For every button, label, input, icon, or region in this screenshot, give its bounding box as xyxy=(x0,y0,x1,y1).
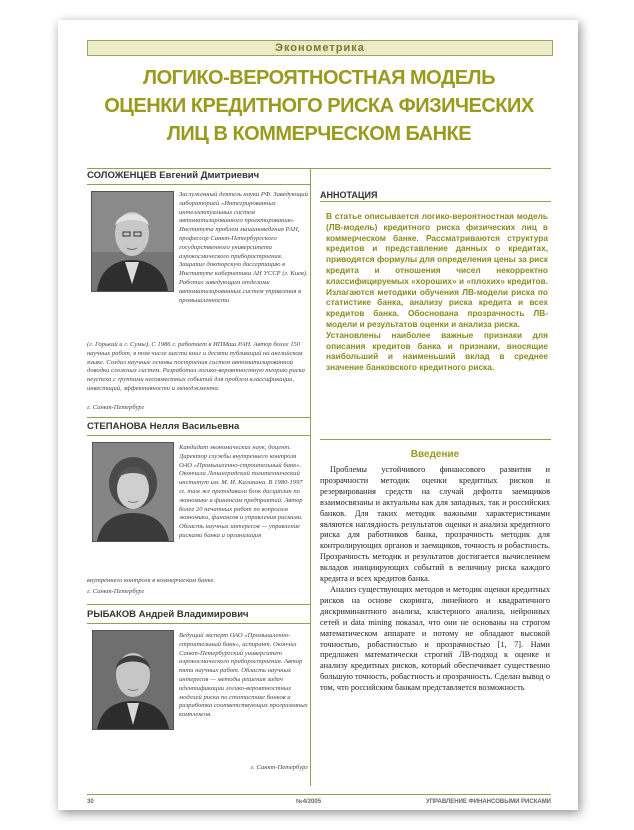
author-name: РЫБАКОВ Андрей Владимирович xyxy=(87,609,249,620)
author-city: г. Санкт-Петербург xyxy=(87,404,145,411)
abstract-paragraph: В статье описывается логико-вероятностная модель (ЛВ-модель) кредитного риска физических лиц в коммерческом банке. Рассматриваются структура кредитов и представление данных о кредитах, приводятся формулы для определения цены за риск кредита и отношения чисел некорректно классифицируемых «хороших» и «плохих» кредитов. Излагаются методики обучения ЛВ-модели риска по статистике банка, анализу риска кредита и всех кредитов банка. Обоснована прозрачность ЛВ-модели и результатов оценки и анализа риска. xyxy=(326,211,548,329)
author-photo xyxy=(92,630,174,730)
author-bio-continued: (г. Горький и г. Сумы). С 1986 г. работает в ИПМаш РАН. Автор более 150 научных работ, в том числе шести книг и десяти публикаций на английском языке. Создал научные основы построения систем автоматизированной доводки сложных систем. Разработал логико-вероятностную теорию риска неуспеха с группами несовместных событий для проблем классификации, инвестиций, эффективности и менеджмента. xyxy=(87,341,305,392)
footer-rule xyxy=(87,794,551,795)
journal-page xyxy=(58,20,578,810)
author-divider xyxy=(87,604,310,605)
title-divider xyxy=(87,168,551,169)
author-divider xyxy=(87,184,310,185)
author-name: СОЛОЖЕНЦЕВ Евгений Дмитриевич xyxy=(87,170,260,181)
author-bio-continued: внутреннего контроля в коммерческом банке. xyxy=(87,577,216,584)
page-number: 30 xyxy=(87,799,94,805)
abstract-heading: АННОТАЦИЯ xyxy=(320,190,378,200)
author-photo xyxy=(91,191,174,292)
section-heading: Введение xyxy=(410,449,460,460)
abstract-text xyxy=(326,211,548,373)
abstract-bottom-divider xyxy=(320,439,551,440)
author-bio: Ведущий эксперт ОАО «Промышленно-строительный банк», аспирант. Окончил Санкт-Петербургский университет аэрокосмического приборостроения. Автор пяти научных работ. Область научных интересов — методы решения задач идентификации логико-вероятностных моделей риска по статистике банков и разработка соответствующих программных комплексов. xyxy=(179,632,308,719)
author-divider xyxy=(87,417,310,418)
author-name: СТЕПАНОВА Нелля Васильевна xyxy=(87,421,240,432)
body-paragraph: Анализ существующих методов и методик оценки кредитных рисков на основе скоринга, линейного и квадратичного дискриминантного анализа, кластерного анализа, нейронных сетей и data mining показал, что они не основаны на строгом математическом аппарате и потому не обладают высокой точностью, робастностью и прозрачностью [1, 7]. Нами предложен математически строгий ЛВ-подход к оценке и анализу кредитных рисков, который обеспечивает существенно большую точность, робастность и прозрачность. Сделан вывод о том, что российским банкам представляется возможность xyxy=(320,584,550,693)
journal-name: УПРАВЛЕНИЕ ФИНАНСОВЫМИ РИСКАМИ xyxy=(426,799,551,805)
author-divider xyxy=(87,623,310,624)
article-title xyxy=(87,64,551,148)
title-line: ОЦЕНКИ КРЕДИТНОГО РИСКА ФИЗИЧЕСКИХ xyxy=(104,95,534,117)
title-line: ЛИЦ В КОММЕРЧЕСКОМ БАНКЕ xyxy=(166,123,472,145)
issue-number: №4/2005 xyxy=(296,799,322,805)
author-city: г. Санкт-Петербург xyxy=(250,764,308,771)
author-bio: Кандидат экономических наук, доцент. Директор службы внутреннего контроля ОАО «Промышленно-строительный банк». Окончила Ленинградский политехнический институт им. М. И. Калинина. В 1980-1997 гг. там же преподавала блок дисциплин по экономике и финансам предприятий. Автор более 20 печатных работ по вопросам экономики, финансов и управления рисками. Область научных интересов — управление рисками банка и организация xyxy=(179,444,303,539)
author-divider xyxy=(87,435,310,436)
body-text xyxy=(320,465,550,694)
portrait-image xyxy=(93,443,173,541)
author-bio: Заслуженный деятель науки РФ. Заведующий лабораторией «Интегрированных интеллектуальных систем автоматизированного проектирования» Института проблем машиноведения РАН, профессор Санкт-Петербургского государственного университета аэрокосмического приборостроения. Защитил докторскую диссертацию в Институте кибернетики АН УССР (г. Киев). Работал заведующим отделами автоматизированных систем управления в промышленности xyxy=(179,191,308,304)
title-line: ЛОГИКО-ВЕРОЯТНОСТНАЯ МОДЕЛЬ xyxy=(143,67,495,89)
author-city: г. Санкт-Петербург xyxy=(87,588,145,595)
portrait-image xyxy=(92,192,173,291)
author-photo xyxy=(92,442,174,542)
portrait-image xyxy=(93,631,173,729)
section-header: Эконометрика xyxy=(87,40,553,56)
abstract-paragraph: Установлены наиболее важные признаки для описания кредитов банка и признаки, вносящие наибольший и наименьший вклад в среднее значение банковского кредитного риска. xyxy=(326,329,548,373)
column-divider xyxy=(310,168,311,786)
body-paragraph: Проблемы устойчивого финансового развития и прозрачности методик оценки кредитных рисков и резервирования средств на случай дефолта заемщиков взаимосвязаны и актуальны как для западных, так и российских банков. Для таких методик важными характеристиками являются наглядность результатов оценки и анализа кредитного риска для работников банка, прозрачность методик для контролирующих органов и заемщиков, точность и робастность. Прозрачность методик и результатов достигается вычислением вкладов инициирующих событий в величину риска каждого кредита и всех кредитов банка. xyxy=(320,465,550,584)
abstract-divider xyxy=(320,201,551,202)
